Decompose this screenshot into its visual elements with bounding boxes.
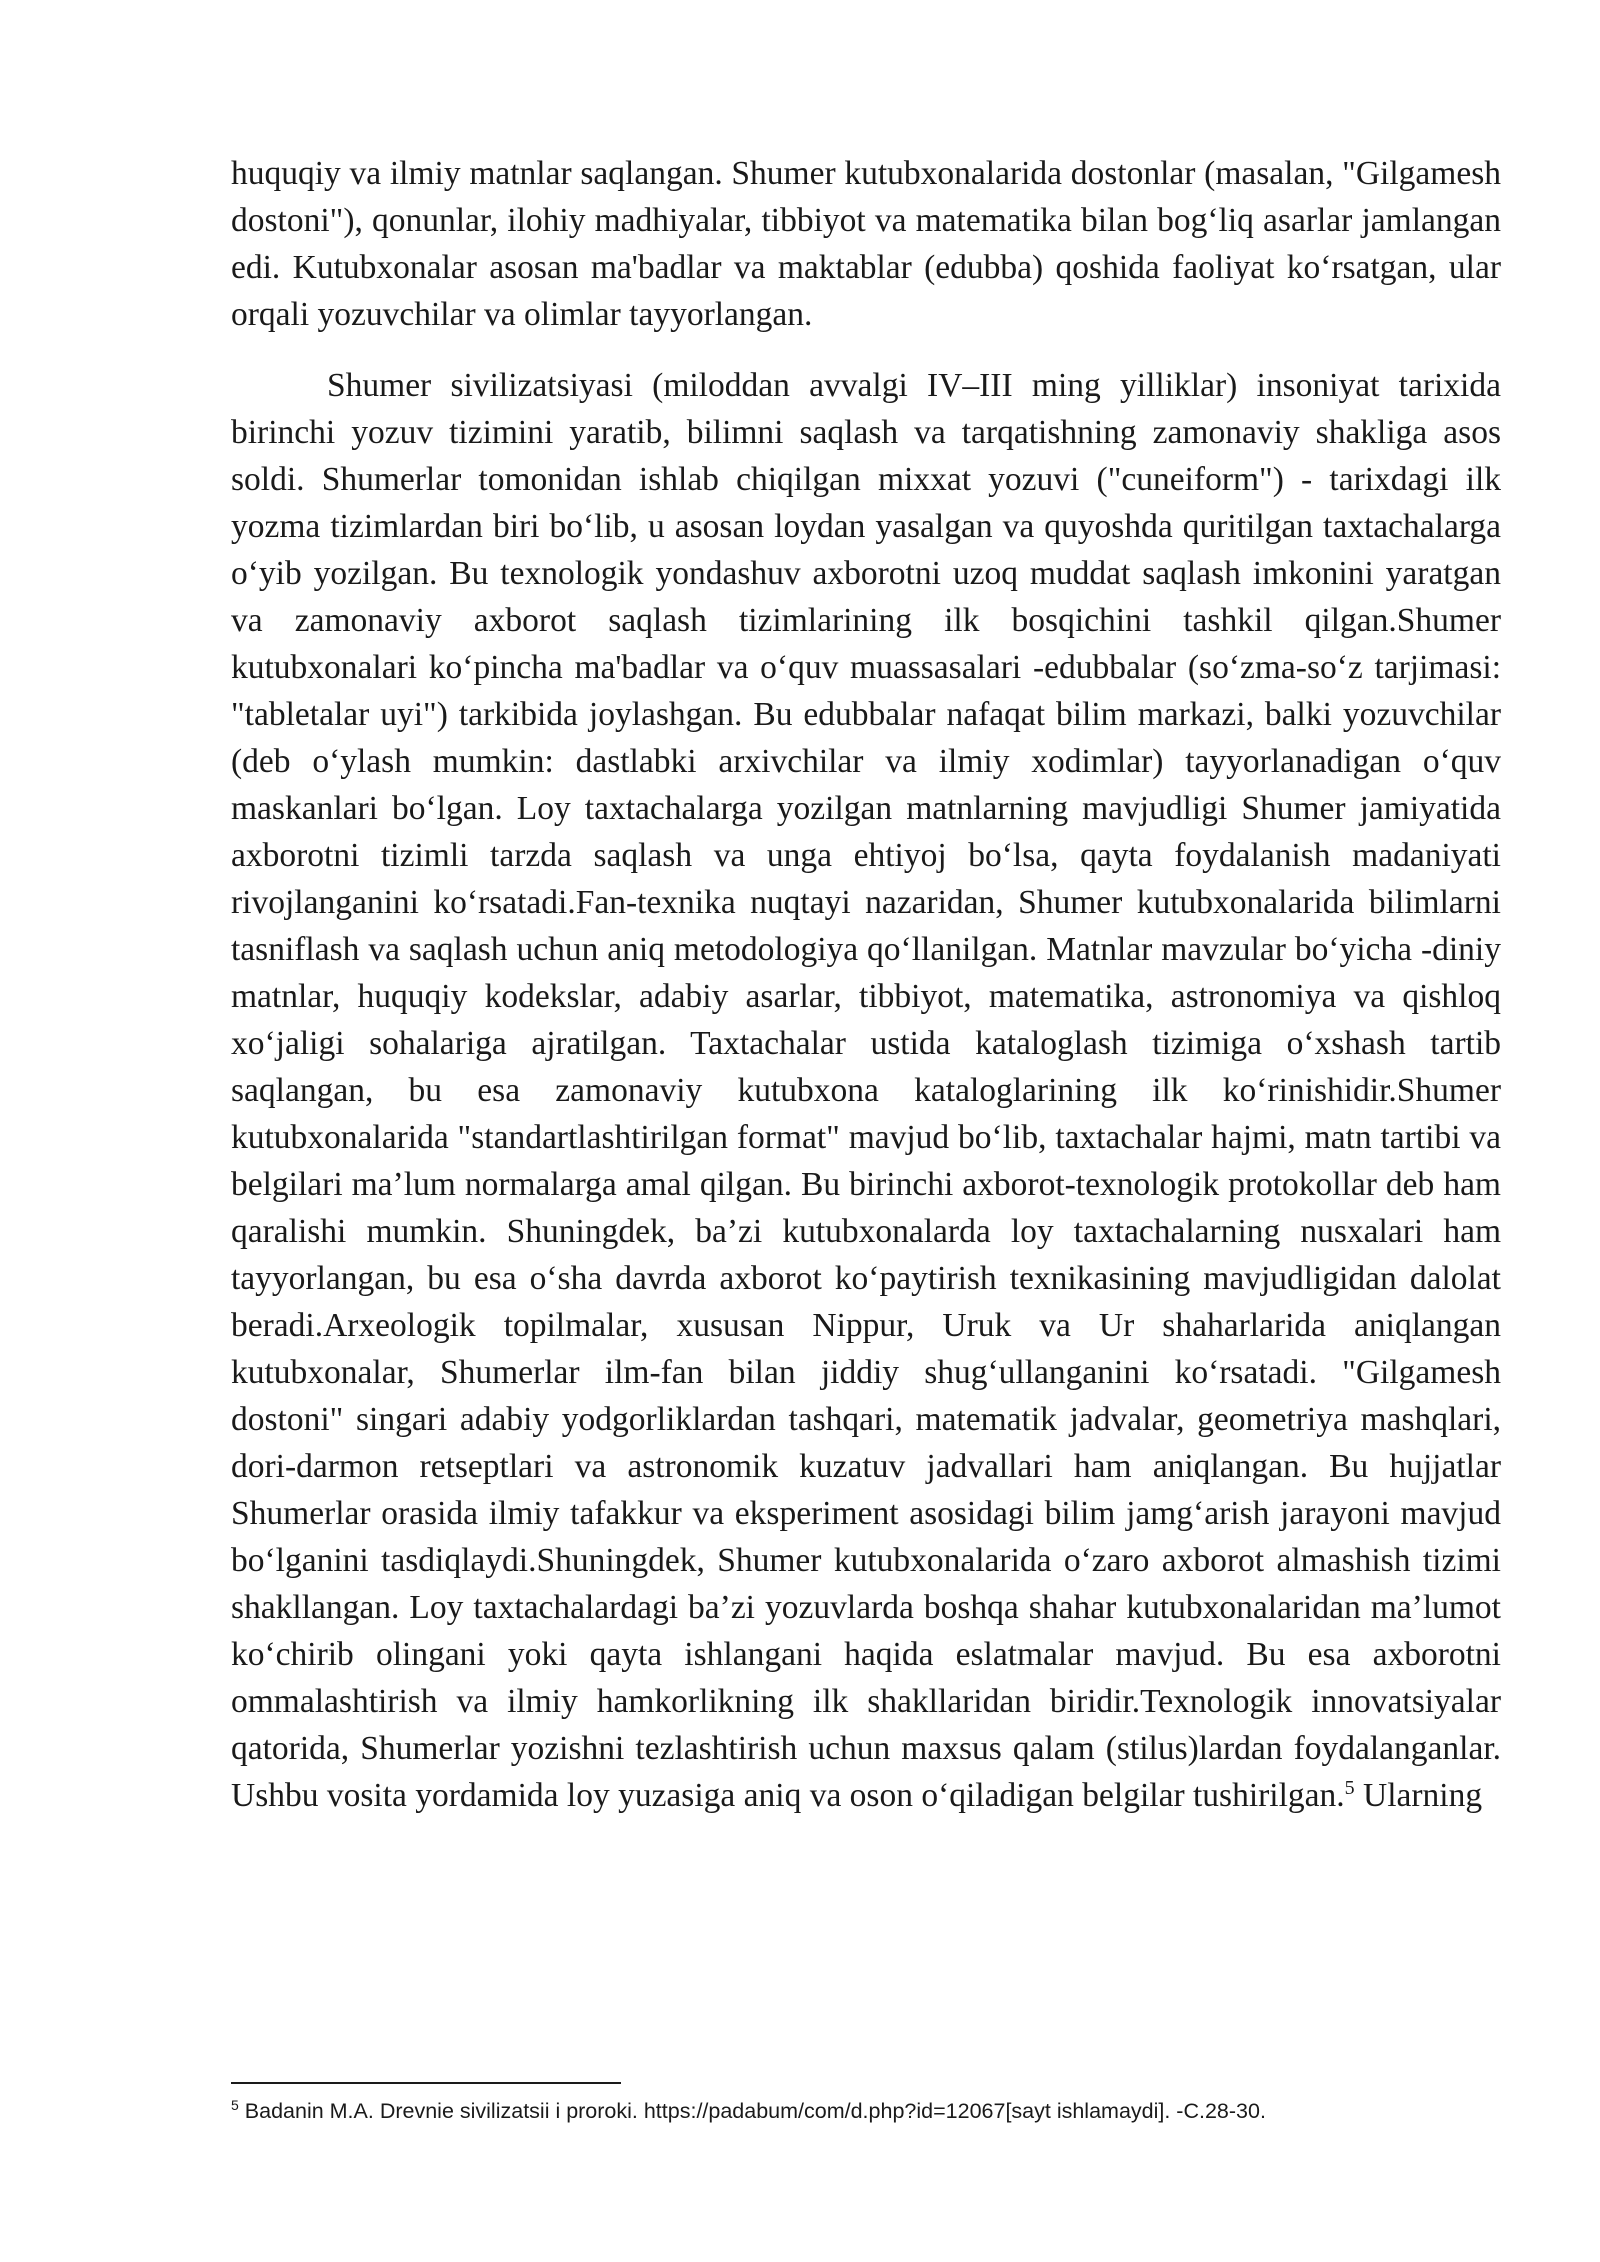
footnote <box>231 2096 1501 2126</box>
footnote-number: 5 <box>231 2096 239 2113</box>
paragraph-main-body: Shumer sivilizatsiyasi (miloddan avvalgi IV–III ming yilliklar) insoniyat tarixida birinchi yozuv tizimini yaratib, bilimni saqlash va tarqatishning zamonaviy shakliga asos soldi. Shumerlar tomonidan ishlab chiqilgan mixxat yozuvi ("cuneiform") - tarixdagi ilk yozma tizimlardan biri bo‘lib, u asosan loydan yasalgan va quyoshda quritilgan taxtachalarga o‘yib yozilgan. Bu texnologik yondashuv axborotni uzoq muddat saqlash imkonini yaratgan va zamonaviy axborot saqlash tizimlarining ilk bosqichini tashkil qilgan.Shumer kutubxonalari ko‘pincha ma'badlar va o‘quv muassasalari -edubbalar (so‘zma-so‘z tarjimasi: "tabletalar uyi") tarkibida joylashgan. Bu edubbalar nafaqat bilim markazi, balki yozuvchilar (deb o‘ylash mumkin: dastlabki arxivchilar va ilmiy xodimlar) tayyorlanadigan o‘quv maskanlari bo‘lgan. Loy taxtachalarga yozilgan matnlarning mavjudligi Shumer jamiyatida axborotni tizimli tarzda saqlash va unga ehtiyoj bo‘lsa, qayta foydalanish madaniyati rivojlanganini ko‘rsatadi.Fan-texnika nuqtayi nazaridan, Shumer kutubxonalarida bilimlarni tasniflash va saqlash uchun aniq metodologiya qo‘llanilgan. Matnlar mavzular bo‘yicha -diniy matnlar, huquqiy kodekslar, adabiy asarlar, tibbiyot, matematika, astronomiya va qishloq xo‘jaligi sohalariga ajratilgan. Taxtachalar ustida kataloglash tizimiga o‘xshash tartib saqlangan, bu esa zamonaviy kutubxona kataloglarining ilk ko‘rinishidir.Shumer kutubxonalarida "standartlashtirilgan format" mavjud bo‘lib, taxtachalar hajmi, matn tartibi va belgilari ma’lum normalarga amal qilgan. Bu birinchi axborot-texnologik protokollar deb ham qaralishi mumkin. Shuningdek, ba’zi kutubxonalarda loy taxtachalarning nusxalari ham tayyorlangan, bu esa o‘sha davrda axborot ko‘paytirish texnikasining mavjudligidan dalolat beradi.Arxeologik topilmalar, xususan Nippur, Uruk va Ur shaharlarida aniqlangan kutubxonalar, Shumerlar ilm-fan bilan jiddiy shug‘ullanganini ko‘rsatadi. "Gilgamesh dostoni" singari adabiy yodgorliklardan tashqari, matematik jadvalar, geometriya mashqlari, dori-darmon retseptlari va astronomik kuzatuv jadvallari ham aniqlangan. Bu hujjatlar Shumerlar orasida ilmiy tafakkur va eksperiment asosidagi bilim jamg‘arish jarayoni mavjud bo‘lganini tasdiqlaydi.Shuningdek, Shumer kutubxonalarida o‘zaro axborot almashish tizimi shakllangan. Loy taxtachalardagi ba’zi yozuvlarda boshqa shahar kutubxonalaridan ma’lumot ko‘chirib olingani yoki qayta ishlangani haqida eslatmalar mavjud. Bu esa axborotni ommalashtirish va ilmiy hamkorlikning ilk shakllaridan biridir.Texnologik innovatsiyalar qatorida, Shumerlar yozishni tezlashtirish uchun maxsus qalam (stilus)lardan foydalanganlar. Ushbu vosita yordamida loy yuzasiga aniq va oson o‘qiladigan belgilar tushirilgan. <box>231 367 1501 1814</box>
paragraph-main-tail: Ularning <box>1354 1777 1483 1814</box>
paragraph-continuation: huquqiy va ilmiy matnlar saqlangan. Shumer kutubxonalarida dostonlar (masalan, "Gilgamesh dostoni"), qonunlar, ilohiy madhiyalar, tibbiyot va matematika bilan bog‘liq asarlar jamlangan edi. Kutubxonalar asosan ma'badlar va maktablar (edubba) qoshida faoliyat ko‘rsatgan, ular orqali yozuvchilar va olimlar tayyorlangan. <box>231 155 1501 333</box>
paragraph-main <box>231 362 1501 1819</box>
footnote-reference[interactable]: 5 <box>1344 1776 1355 1799</box>
footnote-separator <box>231 2082 621 2084</box>
body-text <box>231 150 1501 1819</box>
footnote-text: Badanin M.A. Drevnie sivilizatsii i proroki. https://padabum/com/d.php?id=12067[sayt ishlamaydi]. -C.28-30. <box>238 2099 1266 2123</box>
